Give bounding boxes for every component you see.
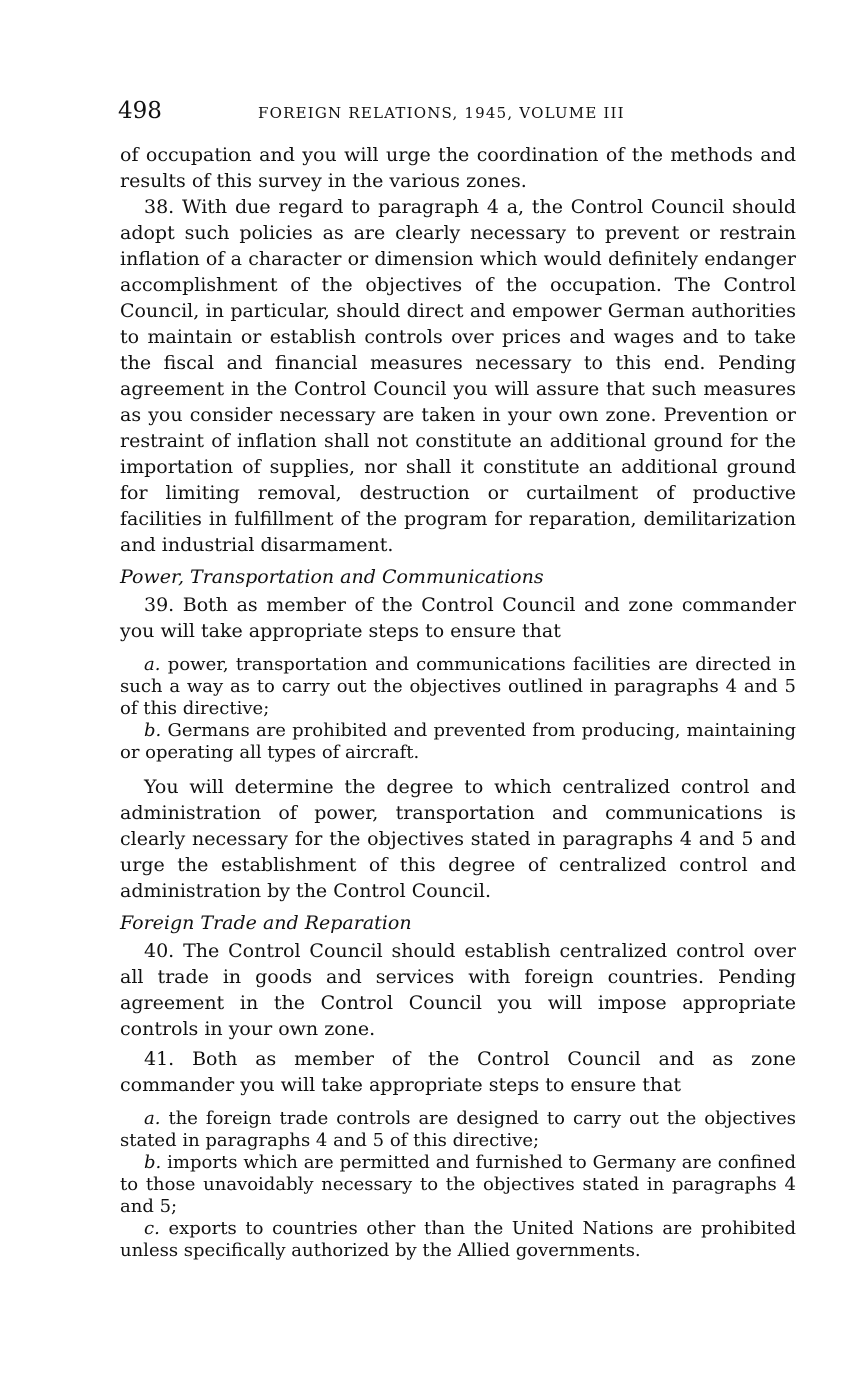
paragraph-39-follow: You will determine the degree to which centralized control and administration of power, transportation and communications is clearly necessary for the objectives stated in paragraphs 4 and 5 and urge the establishment of this degree of centralized control and administration by the Control Council. xyxy=(120,776,796,902)
section-heading-trade: Foreign Trade and Reparation xyxy=(120,912,412,934)
subitem-letter: c. xyxy=(144,1218,160,1239)
paragraph-41: 41. Both as member of the Control Council and as zone commander you will take appropriate steps to ensure that xyxy=(120,1048,796,1096)
page-number: 498 xyxy=(118,98,162,124)
subitem-39a xyxy=(120,654,796,720)
subitem-letter: b. xyxy=(144,1152,162,1173)
subitem-41b xyxy=(120,1152,796,1218)
subitem-41a xyxy=(120,1108,796,1152)
paragraph-continuation: of occupation and you will urge the coordination of the methods and results of this survey in the various zones. xyxy=(120,144,796,192)
subitem-text: Germans are prohibited and prevented from producing, maintaining or operating all types of aircraft. xyxy=(120,720,796,763)
subitem-text: the foreign trade controls are designed to carry out the objectives stated in paragraphs 4 and 5 of this directive; xyxy=(120,1108,796,1151)
subitem-41c xyxy=(120,1218,796,1262)
paragraph-40: 40. The Control Council should establish centralized control over all trade in goods and services with foreign countries. Pending agreement in the Control Council you will impose appropriate controls in your own zone. xyxy=(120,940,796,1040)
section-heading-power: Power, Transportation and Communications xyxy=(120,566,544,588)
document-page xyxy=(120,98,796,1272)
paragraph-38: 38. With due regard to paragraph 4 a, the Control Council should adopt such policies as are clearly necessary to prevent or restrain inflation of a character or dimension which would definitely endanger accomplishment of the objectives of the occupation. The Control Council, in particular, should direct and empower German authorities to maintain or establish controls over prices and wages and to take the fiscal and financial measures necessary to this end. Pending agreement in the Control Council you will assure that such measures as you consider necessary are taken in your own zone. Prevention or restraint of inflation shall not constitute an additional ground for the importation of supplies, nor shall it constitute an additional ground for limiting removal, destruction or curtailment of productive facilities in fulfillment of the program for reparation, demilitarization and industrial disarmament. xyxy=(120,196,796,556)
paragraph-39-subitems xyxy=(120,654,796,764)
subitem-text: exports to countries other than the United Nations are prohibited unless specifically authorized by the Allied governments. xyxy=(120,1218,796,1261)
subitem-letter: b. xyxy=(144,720,162,741)
subitem-text: imports which are permitted and furnished to Germany are confined to those unavoidably necessary to the objectives stated in paragraphs 4 and 5; xyxy=(120,1152,796,1217)
paragraph-39: 39. Both as member of the Control Council and zone commander you will take appropriate steps to ensure that xyxy=(120,594,796,642)
paragraph-41-subitems xyxy=(120,1108,796,1262)
running-head: FOREIGN RELATIONS, 1945, VOLUME III xyxy=(258,104,625,122)
subitem-text: power, transportation and communications facilities are directed in such a way as to carry out the objectives outlined in paragraphs 4 and 5 of this directive; xyxy=(120,654,796,719)
subitem-letter: a. xyxy=(144,654,161,675)
subitem-letter: a. xyxy=(144,1108,161,1129)
subitem-39b xyxy=(120,720,796,764)
page-header xyxy=(120,98,796,128)
